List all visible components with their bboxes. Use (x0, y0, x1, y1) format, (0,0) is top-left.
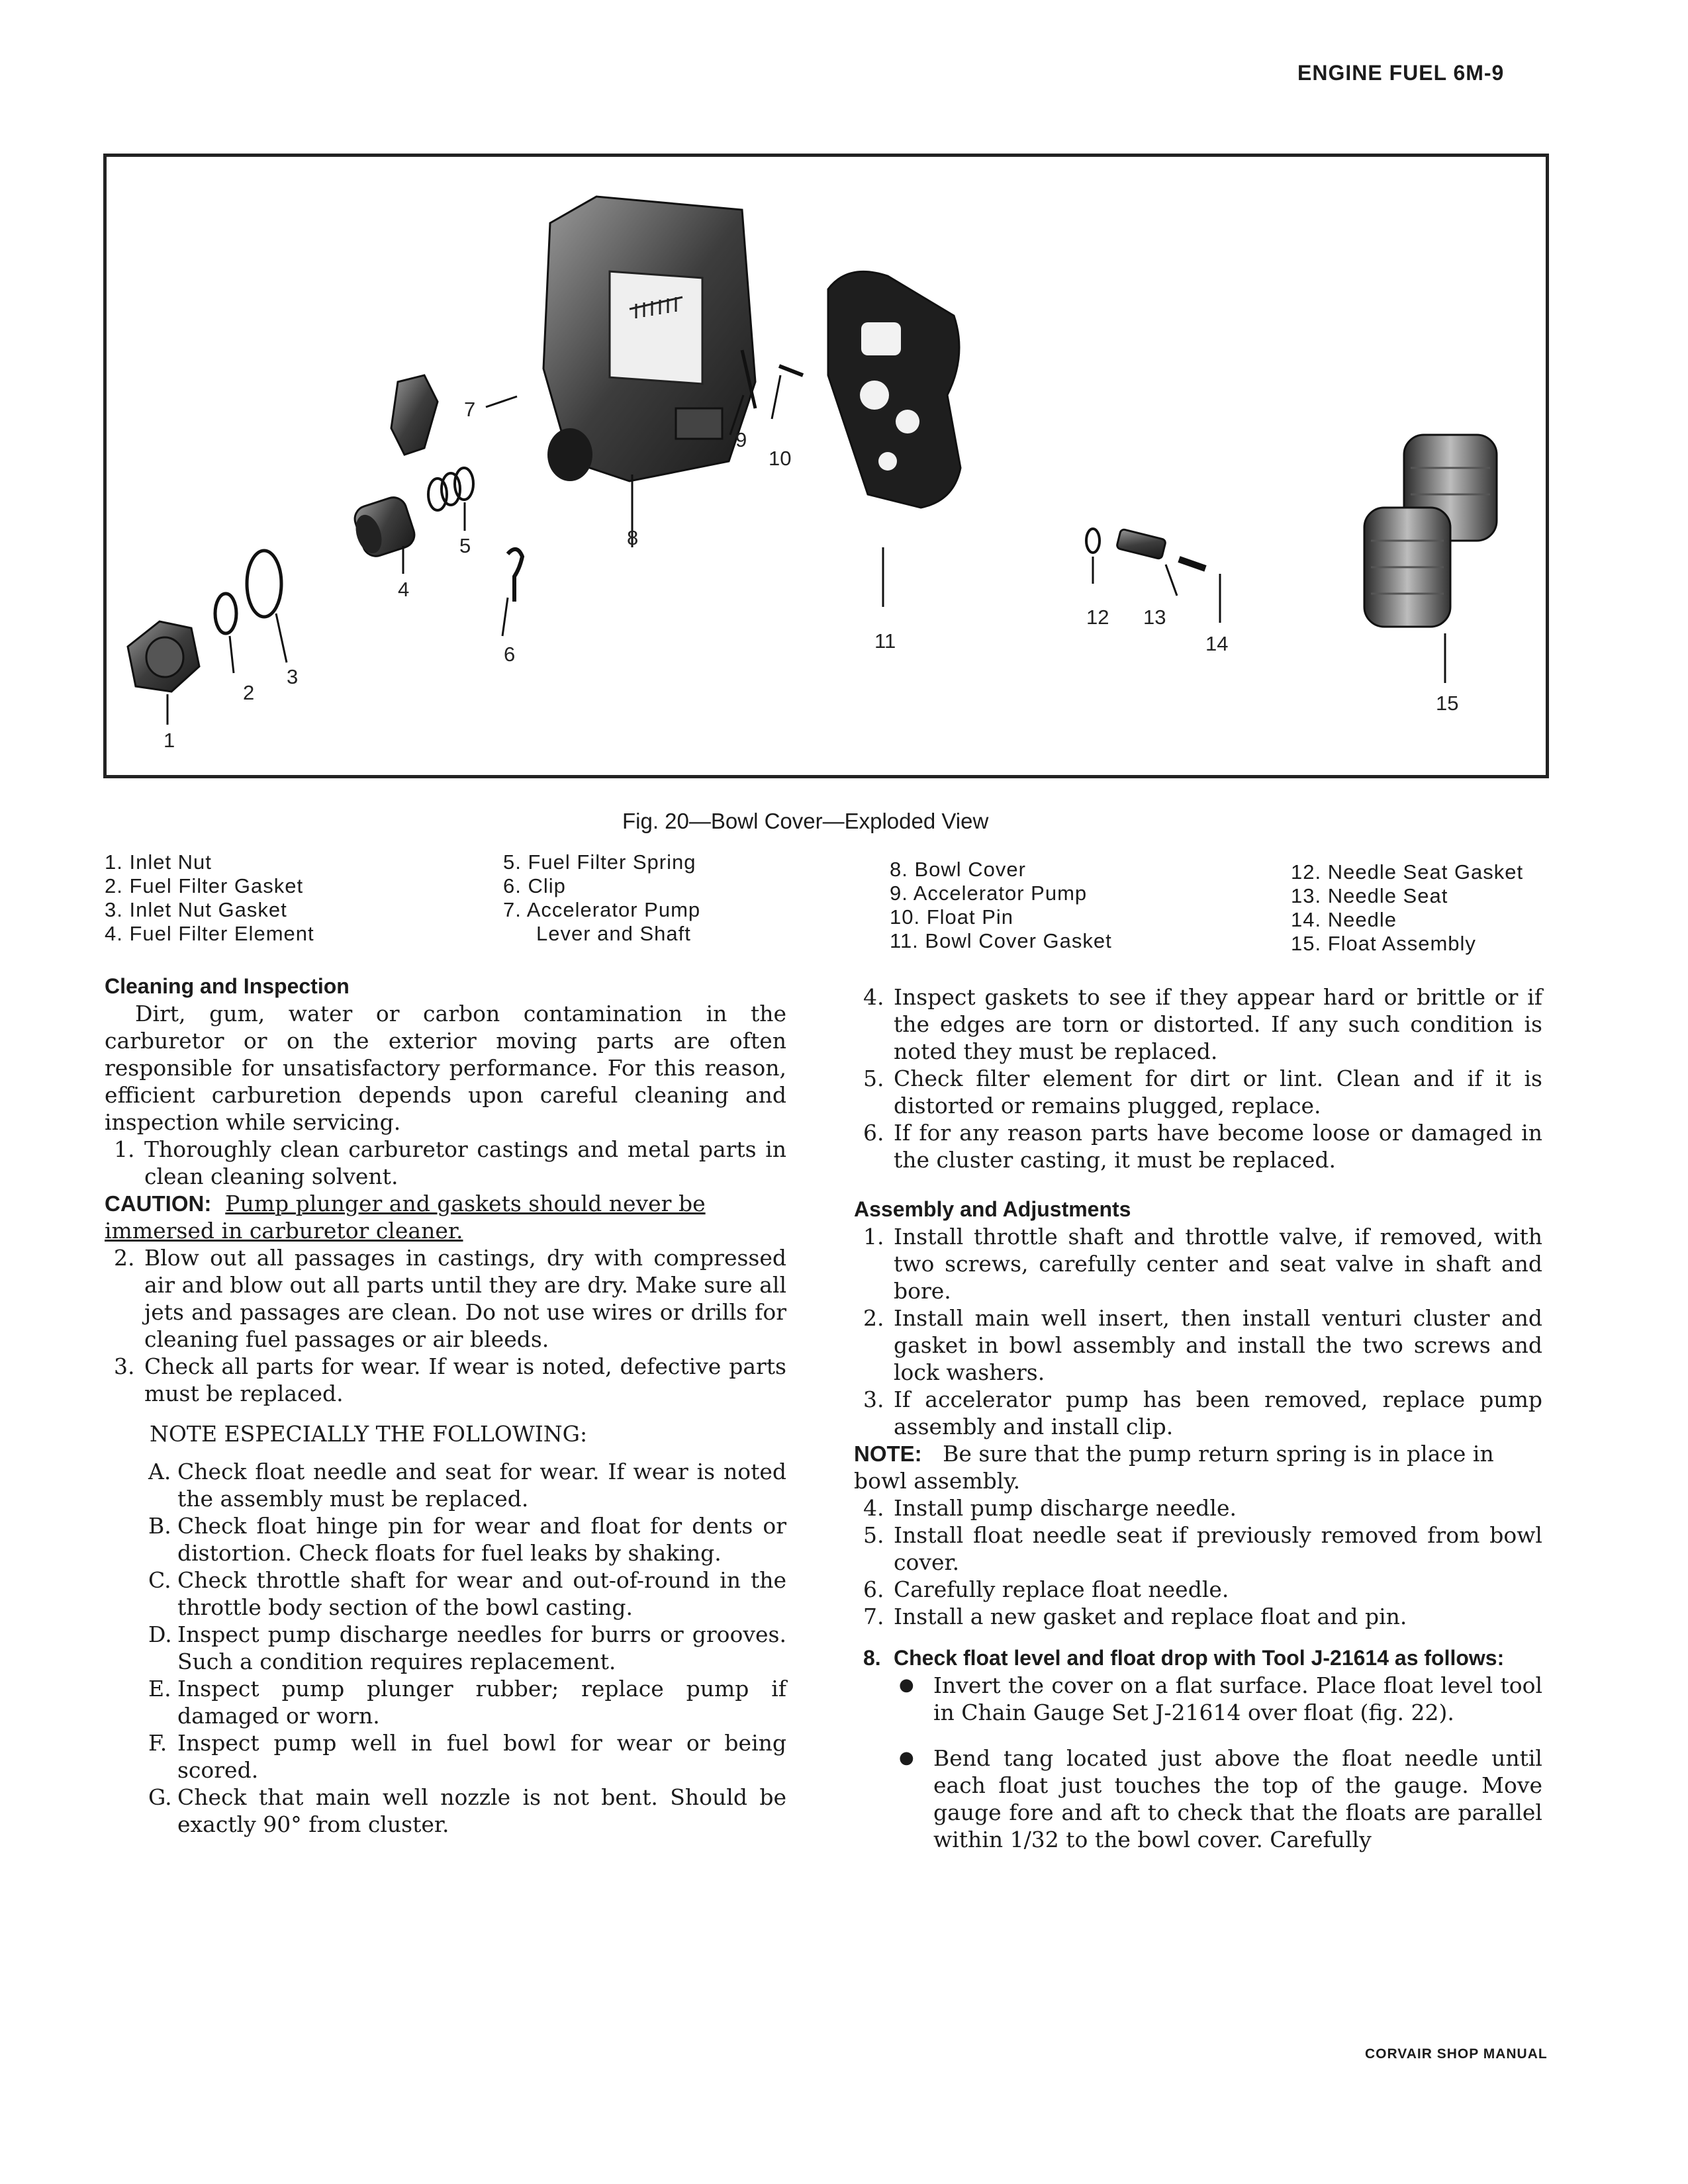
step-number: 5. (863, 1066, 884, 1091)
step-number: 2. (114, 1245, 135, 1271)
sub-letter: G. (148, 1784, 172, 1810)
sub-text: Check float needle and seat for wear. If wear is noted the assembly must be replaced. (177, 1459, 786, 1512)
bullet-item (854, 1672, 1542, 1726)
callout-6: 6 (504, 643, 516, 666)
callout-7: 7 (464, 398, 476, 421)
leader-lines (167, 375, 1445, 725)
sub-item-f (105, 1729, 786, 1784)
step-number: 7. (863, 1604, 884, 1629)
sub-text: Check throttle shaft for wear and out-of-round in the throttle body section of the bowl casting. (177, 1567, 786, 1620)
sub-item-a (105, 1458, 786, 1512)
legend-item: 14. Needle (1291, 908, 1397, 931)
cleaning-intro: Dirt, gum, water or carbon contamination in the carburetor or on the exterior moving parts are often responsible for unsatisfactory performance. For this reason, efficient carburetion depends upon careful cleaning and inspection while servicing. (105, 1001, 786, 1135)
callout-14: 14 (1205, 632, 1229, 655)
legend-item: 5. Fuel Filter Spring (503, 850, 696, 874)
needle-seat-part (1116, 529, 1166, 559)
callout-15: 15 (1436, 692, 1459, 715)
bullet-text: Invert the cover on a flat surface. Place float level tool in Chain Gauge Set J-21614 over float (fig. 22). (933, 1672, 1542, 1725)
callout-4: 4 (398, 578, 410, 601)
sub-text: Inspect pump discharge needles for burrs or grooves. Such a condition requires replacement. (177, 1621, 786, 1674)
sub-letter: B. (148, 1513, 171, 1539)
note-text: Be sure that the pump return spring is in place in bowl assembly. (854, 1441, 1494, 1494)
sub-item-e (105, 1675, 786, 1729)
legend-column-2 (503, 850, 700, 946)
bullet-icon: ● (899, 1748, 914, 1768)
legend-column-3 (890, 858, 1112, 953)
sub-item-c (105, 1567, 786, 1621)
callout-5: 5 (459, 534, 471, 557)
float-assembly-part (1364, 435, 1497, 627)
sub-text: Inspect pump plunger rubber; replace pump if damaged or worn. (177, 1676, 786, 1729)
step-text: If accelerator pump has been removed, replace pump assembly and install clip. (894, 1387, 1542, 1439)
legend-item: Lever and Shaft (536, 922, 691, 945)
fuel-filter-gasket-part (215, 594, 236, 633)
legend-item: 8. Bowl Cover (890, 858, 1026, 881)
caution-block (105, 1190, 786, 1244)
legend-item: 10. Float Pin (890, 905, 1014, 929)
step-text: Install main well insert, then install venturi cluster and gasket in bowl assembly and install the two screws and lock washers. (894, 1305, 1542, 1385)
page-header: ENGINE FUEL 6M-9 (1297, 61, 1505, 85)
step-text: Check filter element for dirt or lint. Clean and if it is distorted or remains plugged, replace. (894, 1066, 1542, 1118)
step-number: 3. (114, 1353, 135, 1379)
callout-9: 9 (735, 428, 747, 451)
sub-item-d (105, 1621, 786, 1675)
assembly-step-4 (854, 1494, 1542, 1522)
step-number: 1. (114, 1136, 135, 1162)
bowl-cover-gasket-part (828, 271, 961, 508)
legend-column-1 (105, 850, 314, 946)
step-number: 8. (863, 1646, 881, 1670)
right-text-column (854, 983, 1542, 1853)
sub-letter: E. (148, 1676, 171, 1702)
needle-seat-gasket-part (1086, 529, 1100, 553)
cleaning-step-6 (854, 1119, 1542, 1173)
step-number: 1. (863, 1224, 884, 1250)
step-text: Install a new gasket and replace float and pin. (894, 1604, 1407, 1629)
float-pin-part (779, 366, 803, 375)
assembly-step-5 (854, 1522, 1542, 1576)
step-text: Check all parts for wear. If wear is noted, defective parts must be replaced. (144, 1353, 786, 1406)
bowl-cover-part (543, 197, 755, 481)
bullet-item (854, 1745, 1542, 1853)
step-number: 5. (863, 1522, 884, 1548)
needle-part (1179, 559, 1205, 569)
sub-text: Check that main well nozzle is not bent. Should be exactly 90° from cluster. (177, 1784, 786, 1837)
legend-column-4 (1291, 860, 1523, 956)
step-number: 4. (863, 984, 884, 1010)
callout-10: 10 (769, 447, 792, 470)
legend-item: 2. Fuel Filter Gasket (105, 874, 304, 897)
exploded-view-figure (103, 154, 1549, 778)
callout-1: 1 (164, 729, 175, 752)
page-footer: CORVAIR SHOP MANUAL (1365, 2046, 1548, 2062)
inlet-nut-gasket-part (247, 551, 281, 617)
callout-2: 2 (243, 681, 255, 704)
cleaning-step-1 (105, 1136, 786, 1190)
callout-3: 3 (287, 665, 299, 688)
sub-letter: A. (148, 1459, 171, 1484)
callout-12: 12 (1086, 606, 1109, 629)
sub-letter: D. (148, 1621, 172, 1647)
sub-item-b (105, 1512, 786, 1567)
assembly-note (854, 1440, 1542, 1494)
sub-item-g (105, 1784, 786, 1838)
legend-item: 1. Inlet Nut (105, 850, 212, 874)
figure-caption: Fig. 20—Bowl Cover—Exploded View (622, 809, 989, 833)
fuel-filter-element-part (352, 494, 418, 560)
assembly-heading: Assembly and Adjustments (854, 1197, 1131, 1221)
step-number: 2. (863, 1305, 884, 1331)
cleaning-step-4 (854, 983, 1542, 1065)
step-text: Blow out all passages in castings, dry with compressed air and blow out all parts until they are dry. Make sure all jets and passages are clean. Do not use wires or drills for cleaning fuel passages or air bleeds. (144, 1245, 786, 1352)
assembly-step-8 (854, 1645, 1542, 1672)
step-text: Install pump discharge needle. (894, 1495, 1237, 1521)
legend-item: 13. Needle Seat (1291, 884, 1448, 907)
legend-item: 12. Needle Seat Gasket (1291, 860, 1524, 884)
assembly-step-6 (854, 1576, 1542, 1603)
sub-text: Inspect pump well in fuel bowl for wear or being scored. (177, 1730, 786, 1783)
step-text: If for any reason parts have become loose or damaged in the cluster casting, it must be replaced. (894, 1120, 1542, 1173)
legend-item: 9. Accelerator Pump (890, 882, 1088, 905)
legend-item: 3. Inlet Nut Gasket (105, 898, 287, 921)
legend-item: 11. Bowl Cover Gasket (890, 929, 1112, 952)
step-number: 4. (863, 1495, 884, 1521)
exploded-view-illustration (107, 157, 1552, 782)
assembly-step-1 (854, 1223, 1542, 1304)
bullet-text: Bend tang located just above the float needle until each float just touches the top of the gauge. Move gauge fore and aft to check that the floats are parallel within 1/32 to the bowl cover. Carefully (933, 1745, 1542, 1852)
step-text: Carefully replace float needle. (894, 1576, 1229, 1602)
sub-text: Check float hinge pin for wear and float for dents or distortion. Check floats for fuel leaks by shaking. (177, 1513, 786, 1566)
step-text: Inspect gaskets to see if they appear hard or brittle or if the edges are torn or distorted. If any such condition is noted they must be replaced. (894, 984, 1542, 1064)
step-text: Install float needle seat if previously removed from bowl cover. (894, 1522, 1542, 1575)
note-label: NOTE: (854, 1441, 922, 1466)
step-text: Install throttle shaft and throttle valve, if removed, with two screws, carefully center and seat valve in shaft and bore. (894, 1224, 1542, 1304)
fuel-filter-spring-part (428, 468, 473, 510)
legend-item: 15. Float Assembly (1291, 932, 1476, 955)
clip-part (508, 549, 522, 602)
cleaning-step-5 (854, 1065, 1542, 1119)
legend-item: 6. Clip (503, 874, 566, 897)
accelerator-pump-lever-part (391, 375, 438, 455)
step-text: Check float level and float drop with Tool J-21614 as follows: (894, 1646, 1505, 1670)
assembly-step-3 (854, 1386, 1542, 1440)
step-number: 6. (863, 1576, 884, 1602)
callout-13: 13 (1143, 606, 1166, 629)
cleaning-step-2 (105, 1244, 786, 1353)
cleaning-heading: Cleaning and Inspection (105, 974, 350, 998)
assembly-step-7 (854, 1603, 1542, 1630)
sub-letter: C. (148, 1567, 171, 1593)
step-number: 6. (863, 1120, 884, 1146)
callout-8: 8 (627, 526, 639, 549)
left-text-column (105, 973, 786, 1838)
step-text: Thoroughly clean carburetor castings and metal parts in clean cleaning solvent. (144, 1136, 786, 1189)
note-especially: NOTE ESPECIALLY THE FOLLOWING: (150, 1421, 588, 1447)
caution-text: Pump plunger and gaskets should never be immersed in carburetor cleaner. (105, 1191, 706, 1244)
callout-11: 11 (874, 629, 896, 653)
caution-label: CAUTION: (105, 1191, 212, 1216)
step-number: 3. (863, 1387, 884, 1412)
bullet-icon: ● (899, 1675, 914, 1695)
legend-item: 4. Fuel Filter Element (105, 922, 314, 945)
legend-item: 7. Accelerator Pump (503, 898, 701, 921)
cleaning-step-3 (105, 1353, 786, 1407)
inlet-nut-part (128, 621, 199, 692)
sub-letter: F. (148, 1730, 167, 1756)
assembly-step-2 (854, 1304, 1542, 1386)
